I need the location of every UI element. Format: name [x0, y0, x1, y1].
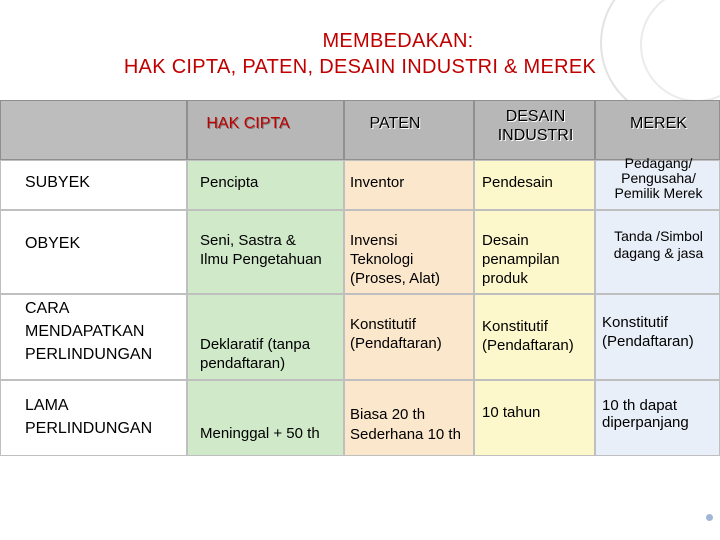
- cell-cara-paten: [344, 294, 474, 380]
- row-label-text: CARA MENDAPATKAN PERLINDUNGAN: [25, 300, 153, 363]
- cell-text: Konstitutif (Pendaftaran): [482, 318, 574, 354]
- header-paten-label: PATEN: [369, 115, 421, 132]
- cell-lama-hak-cipta: [187, 380, 344, 456]
- cell-text: Seni, Sastra & Ilmu Pengetahuan: [200, 232, 322, 268]
- cell-lama-desain: [474, 380, 595, 456]
- row-label-obyek: [0, 210, 187, 294]
- decorative-dot: [706, 514, 713, 521]
- cell-subyek-desain: [474, 160, 595, 210]
- cell-obyek-paten: [344, 210, 474, 294]
- header-corner: [0, 100, 187, 160]
- header-hak-cipta-label: HAK CIPTA: [206, 115, 290, 132]
- row-label-cara: [0, 294, 187, 380]
- cell-text: Pedagang/ Pengusaha/ Pemilik Merek: [614, 155, 703, 201]
- cell-lama-paten: [344, 380, 474, 456]
- cell-text: Invensi Teknologi (Proses, Alat): [350, 232, 441, 287]
- cell-text: 10 th dapat diperpanjang: [602, 397, 689, 431]
- cell-text: Konstitutif (Pendaftaran): [350, 316, 442, 352]
- header-desain-industri: [474, 100, 595, 160]
- header-paten: [344, 100, 474, 160]
- cell-text: Biasa 20 th Sederhana 10 th: [350, 406, 461, 443]
- cell-text: Konstitutif (Pendaftaran): [602, 314, 694, 350]
- cell-text: Deklaratif (tanpa pendaftaran): [200, 336, 311, 372]
- cell-text: Desain penampilan produk: [482, 232, 560, 287]
- header-desain-industri-label: DESAIN INDUSTRI: [497, 108, 574, 144]
- cell-obyek-merek: [595, 210, 720, 294]
- cell-text: Pencipta: [200, 174, 259, 191]
- header-merek-label: MEREK: [630, 115, 687, 132]
- cell-text: Inventor: [350, 174, 405, 191]
- row-label-subyek: [0, 160, 187, 210]
- row-label-lama: [0, 380, 187, 456]
- cell-subyek-paten: [344, 160, 474, 210]
- page-title-line2: HAK CIPTA, PATEN, DESAIN INDUSTRI & MEREK: [123, 56, 597, 78]
- cell-lama-merek: [595, 380, 720, 456]
- header-hak-cipta: [187, 100, 344, 160]
- cell-cara-merek: [595, 294, 720, 380]
- row-label-text: LAMA PERLINDUNGAN: [25, 397, 153, 437]
- cell-text: Pendesain: [482, 174, 553, 191]
- cell-obyek-hak-cipta: [187, 210, 344, 294]
- cell-text: Tanda /Simbol dagang & jasa: [613, 228, 704, 261]
- header-merek: [595, 100, 720, 160]
- cell-subyek-merek: [595, 155, 720, 210]
- row-label-text: SUBYEK: [25, 174, 90, 191]
- row-label-text: OBYEK: [25, 235, 81, 252]
- cell-text: 10 tahun: [482, 404, 541, 421]
- cell-subyek-hak-cipta: [187, 160, 344, 210]
- cell-cara-hak-cipta: [187, 294, 344, 380]
- cell-obyek-desain: [474, 210, 595, 294]
- cell-cara-desain: [474, 294, 595, 380]
- page-title-line1: MEMBEDAKAN:: [322, 30, 474, 52]
- cell-text: Meninggal + 50 th: [200, 425, 320, 442]
